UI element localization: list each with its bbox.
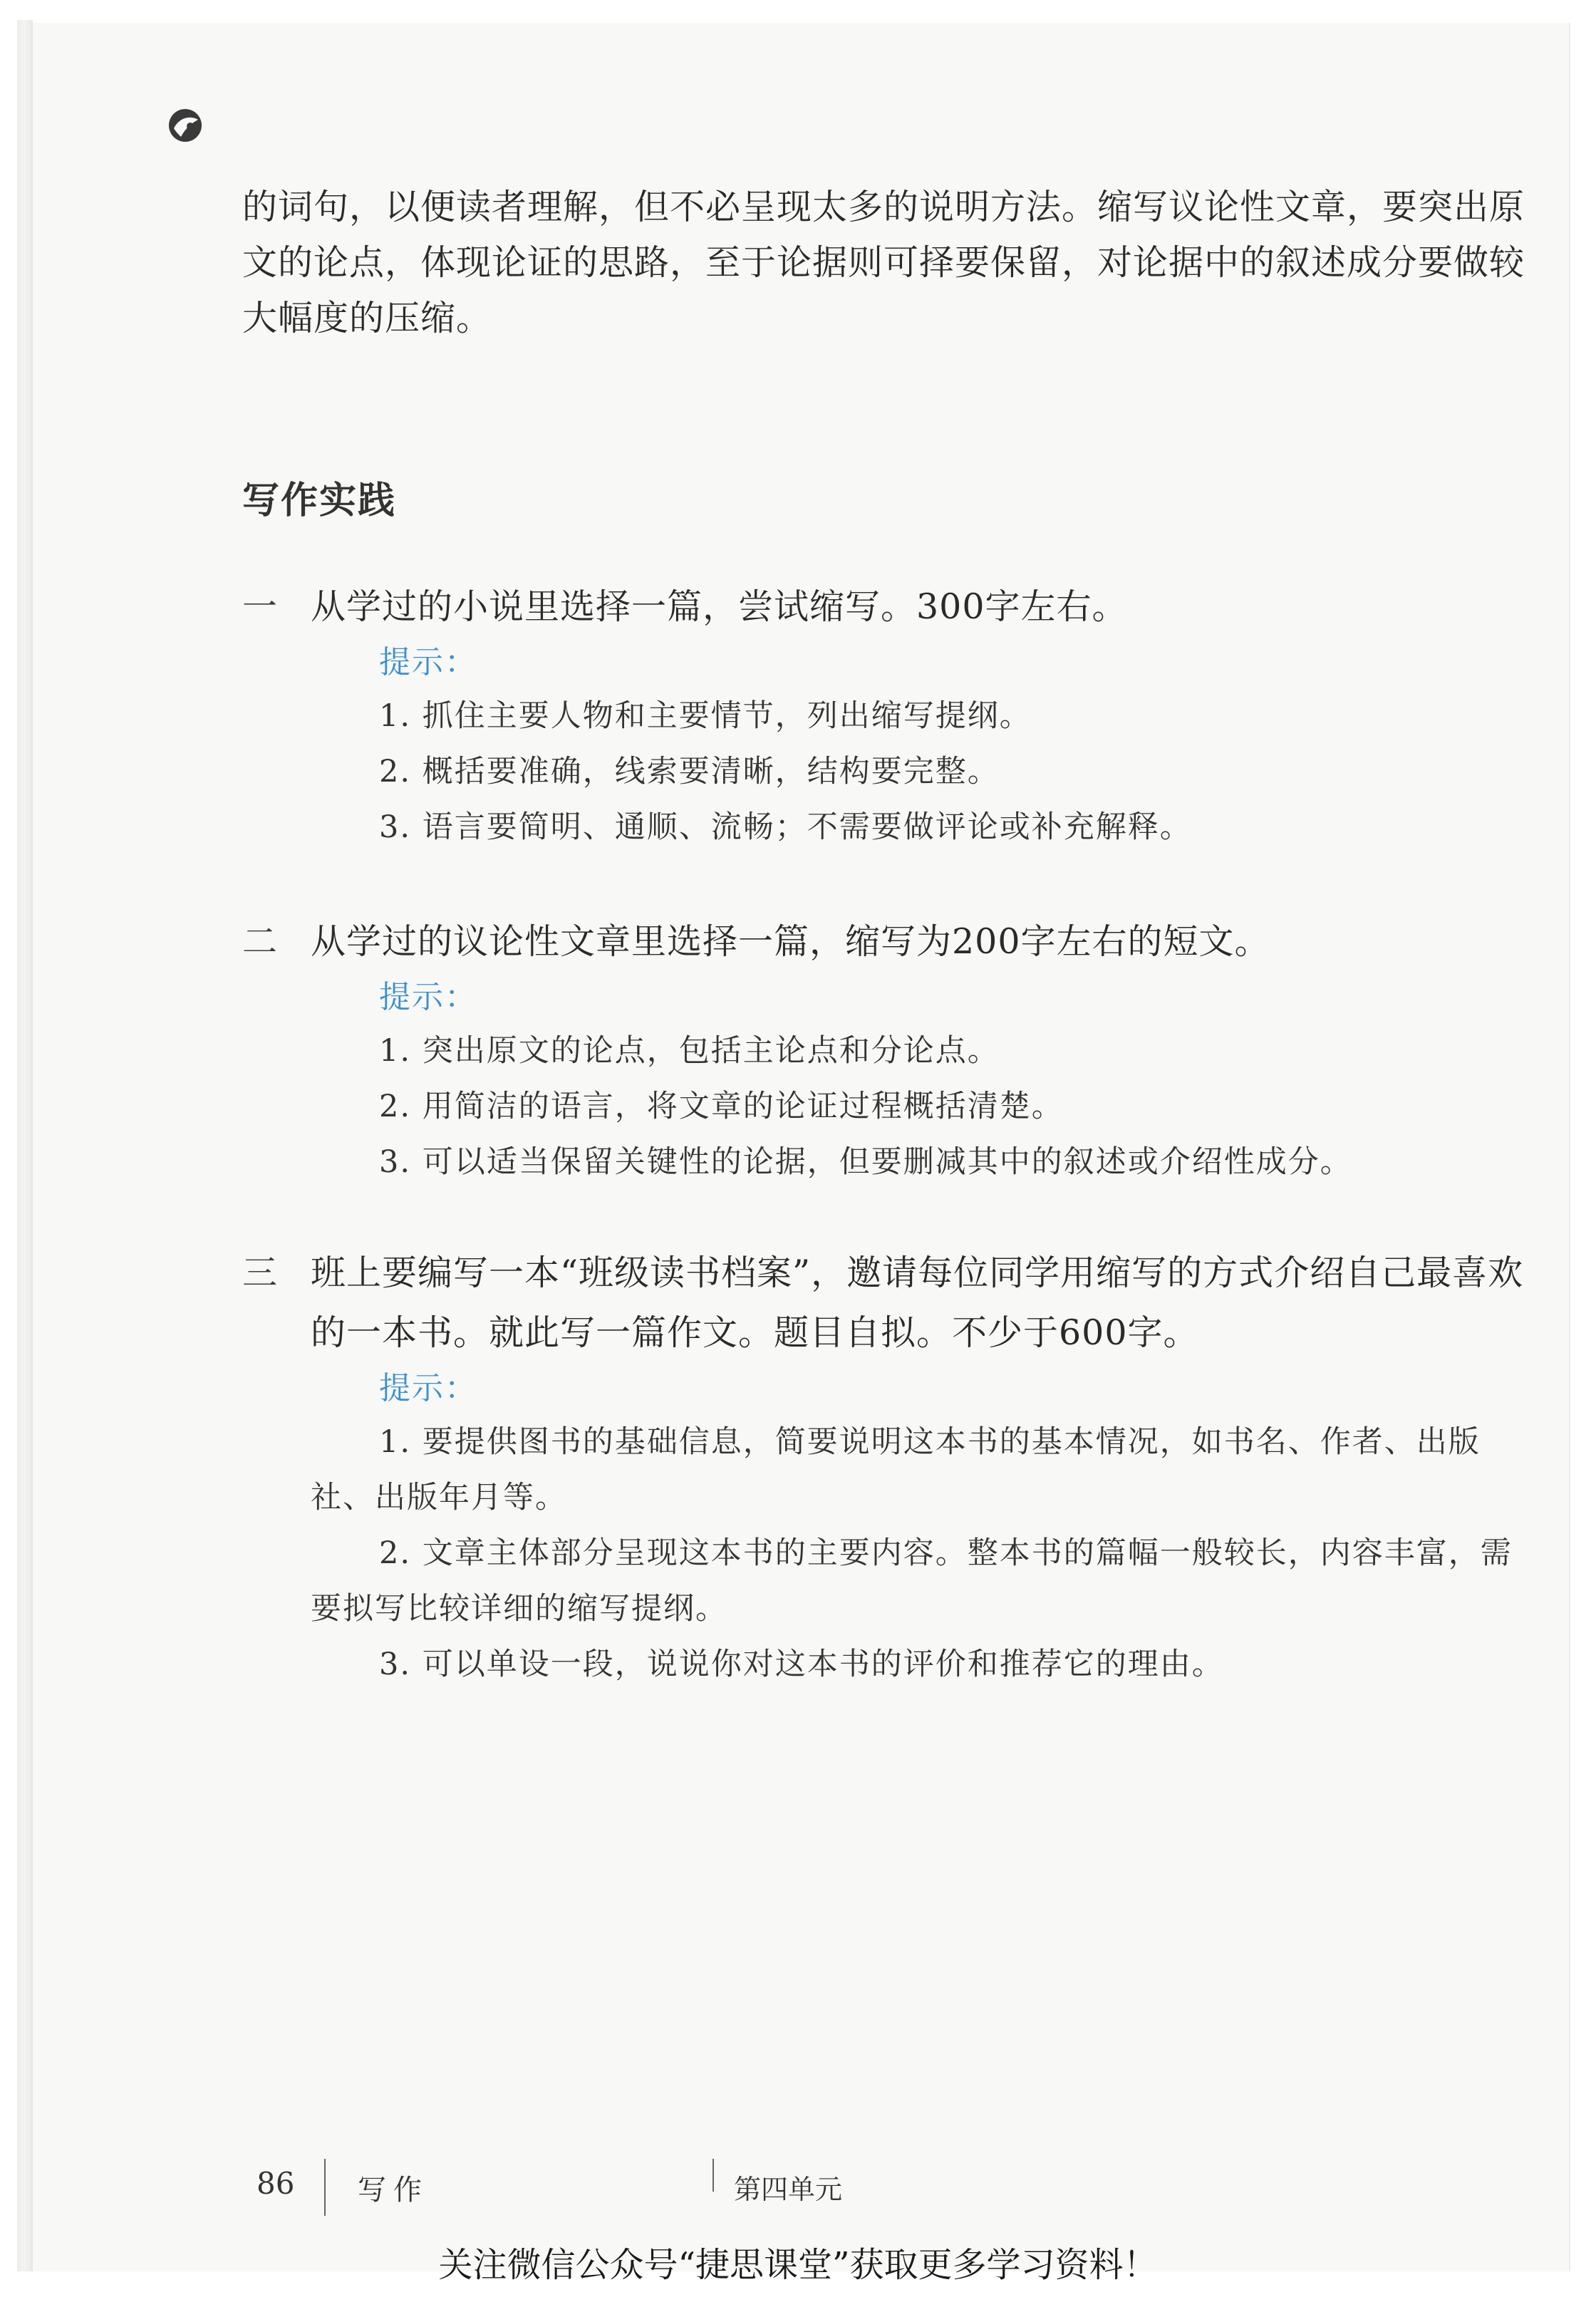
footer-section-label: 写作 xyxy=(358,2174,429,2207)
page-edge-shadow xyxy=(17,20,33,2271)
task-1 xyxy=(242,577,1525,855)
hint-item: 2. 用简洁的语言，将文章的论证过程概括清楚。 xyxy=(379,1089,1064,1124)
hint-item: 1. 抓住主要人物和主要情节，列出缩写提纲。 xyxy=(379,698,1032,734)
section-title: 写作实践 xyxy=(242,479,397,522)
hint-item: 3. 语言要简明、通顺、流畅；不需要做评论或补充解释。 xyxy=(379,809,1192,845)
hint-item: 2. 文章主体部分呈现这本书的主要内容。整本书的篇幅一般较长，内容丰富，需要拟写比较详细的缩写提纲。 xyxy=(311,1535,1513,1627)
page-number: 86 xyxy=(256,2166,295,2201)
watermark-text: 关注微信公众号“捷思课堂”获取更多学习资料！ xyxy=(438,2245,1158,2285)
task-number: 一 xyxy=(242,586,278,627)
intro-line: 文的论点，体现论证的思路，至于论据则可择要保留，对论据中的叙述成分要做较 xyxy=(242,242,1525,283)
intro-line: 的词句，以便读者理解，但不必呈现太多的说明方法。缩写议论性文章，要突出原 xyxy=(242,187,1525,227)
hint-label: 提示： xyxy=(379,1370,477,1406)
hint-label: 提示： xyxy=(379,644,477,680)
page-footer xyxy=(242,2159,955,2216)
footer-divider xyxy=(324,2159,326,2216)
footer-divider xyxy=(712,2159,714,2192)
globe-leaf-icon xyxy=(167,107,204,144)
hint-item: 1. 突出原文的论点，包括主论点和分论点。 xyxy=(379,1033,1000,1069)
hint-item: 1. 要提供图书的基础信息，简要说明这本书的基本情况，如书名、作者、出版社、出版年月等。 xyxy=(311,1424,1481,1515)
hint-item: 3. 可以单设一段，说说你对这本书的评价和推荐它的理由。 xyxy=(379,1647,1224,1682)
hint-item: 3. 可以适当保留关键性的论据，但要删减其中的叙述或介绍性成分。 xyxy=(379,1144,1352,1180)
footer-unit-label: 第四单元 xyxy=(734,2174,843,2205)
task-text: 班上要编写一本“班级读书档案”，邀请每位同学用缩写的方式介绍自己最喜欢 xyxy=(311,1253,1524,1293)
task-text: 的一本书。就此写一篇作文。题目自拟。不少于600字。 xyxy=(311,1312,1199,1353)
task-number: 二 xyxy=(242,921,278,962)
task-3 xyxy=(242,1243,1525,1692)
task-text: 从学过的小说里选择一篇，尝试缩写。300字左右。 xyxy=(311,586,1128,627)
hint-label: 提示： xyxy=(379,979,477,1015)
task-2 xyxy=(242,912,1525,1190)
task-text: 从学过的议论性文章里选择一篇，缩写为200字左右的短文。 xyxy=(311,921,1270,962)
hint-item: 2. 概括要准确，线索要清晰，结构要完整。 xyxy=(379,754,1000,789)
intro-paragraph xyxy=(242,180,1525,346)
task-number: 三 xyxy=(242,1253,278,1293)
intro-line: 大幅度的压缩。 xyxy=(242,298,492,338)
